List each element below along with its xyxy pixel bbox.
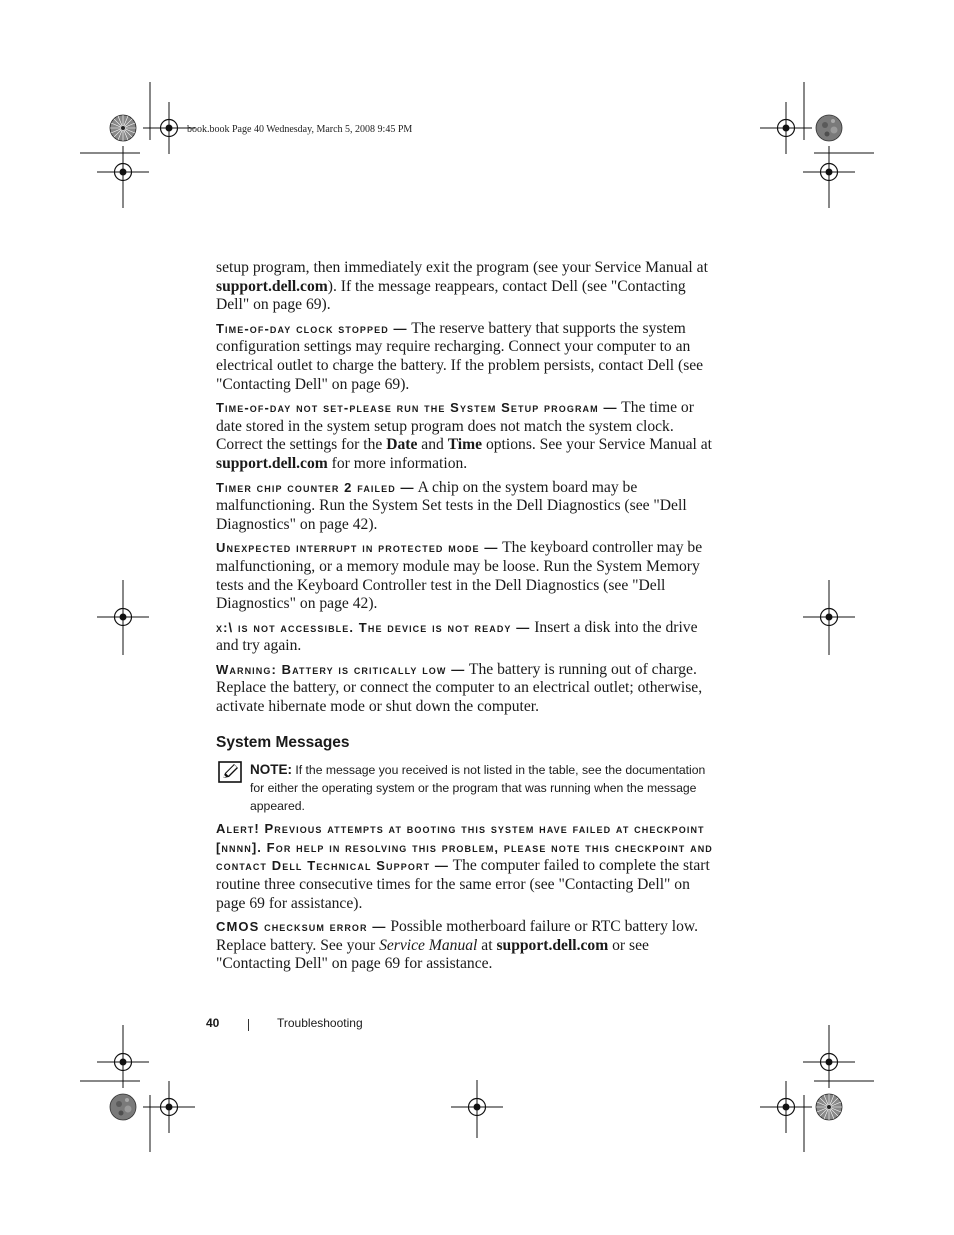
- note-block: [216, 761, 714, 815]
- support-link-text: support.dell.com: [496, 936, 609, 954]
- print-header-info: book.book Page 40 Wednesday, March 5, 2008 9:45 PM: [187, 124, 413, 135]
- message-cmos: [216, 918, 714, 974]
- note-text: If the message you received is not listed in the table, see the documentation for either the operating system or the program that was running when the message appeared.: [250, 763, 706, 814]
- footer-section-title: Troubleshooting: [277, 1016, 363, 1030]
- message-term: Alert! Previous attempts at booting this system have failed at checkpoint [nnnn]. For help in resolving this problem, please note this checkpoint and contact Dell Technical Support —: [216, 821, 713, 874]
- support-link-text: support.dell.com: [216, 277, 328, 295]
- footer-divider: [248, 1019, 249, 1031]
- page-number: 40: [206, 1016, 220, 1030]
- message-description: The reserve battery that supports the system configuration settings may require recharging. Connect your computer to an electrical outlet to charge the battery. If the problem persists, contact Dell (see "Contacting Dell" on page 69).: [216, 319, 704, 393]
- intro-paragraph: [216, 259, 714, 315]
- text-run: at: [477, 936, 497, 954]
- message-alert: [216, 820, 714, 913]
- message-description: The keyboard controller may be malfunctioning, or a memory module may be loose. Run the System Memory tests and the Keyboard Controller test in the Dell Diagnostics (see "Dell Diagnostics" on page 42).: [216, 539, 703, 613]
- message-term: Unexpected interrupt in protected mode —: [216, 540, 499, 556]
- note-pencil-icon: [218, 761, 242, 783]
- message-term: Time-of-day not set-please run the System Setup program —: [216, 400, 618, 416]
- message-description: The battery is running out of charge. Replace the battery, or connect the computer to an electrical outlet; otherwise, activate hibernate mode or shut down the computer.: [216, 660, 703, 716]
- text-run: or see "Contacting Dell" on page 69 for assistance.: [216, 936, 649, 973]
- message-description: The computer failed to complete the start routine three consecutive times for the same error (see "Contacting Dell" on page 69 for assistance).: [216, 857, 710, 912]
- page-body: [216, 259, 714, 979]
- message-battery-low: [216, 661, 714, 717]
- message-term: Timer chip counter 2 failed —: [216, 479, 415, 495]
- message-clock-stopped: [216, 320, 714, 394]
- text-run: for more information.: [327, 454, 468, 472]
- option-name: Date: [386, 436, 418, 454]
- message-timer-chip: [216, 479, 714, 535]
- message-term: CMOS checksum error —: [216, 919, 387, 935]
- message-term: Time-of-day clock stopped —: [216, 320, 408, 336]
- text-run: setup program, then immediately exit the program (see your Service Manual at: [216, 259, 708, 276]
- message-term: x:\ is not accessible. The device is not ready —: [216, 619, 531, 635]
- text-run: and: [417, 436, 448, 454]
- message-description: Insert a disk into the drive and try again.: [216, 618, 698, 655]
- text-run: options. See your Service Manual at: [482, 436, 713, 454]
- message-description: The time or date stored in the system setup program does not match the system clock. Correct the settings for the: [216, 399, 694, 454]
- text-run: ). If the message reappears, contact Dell (see "Contacting Dell" on page 69).: [216, 277, 686, 314]
- page-footer: [206, 1016, 363, 1030]
- message-clock-not-set: [216, 399, 714, 473]
- section-heading: System Messages: [216, 733, 350, 751]
- message-description: Possible motherboard failure or RTC battery low. Replace battery. See your: [216, 918, 699, 954]
- option-name: Time: [447, 436, 483, 454]
- message-not-accessible: [216, 619, 714, 656]
- manual-title: Service Manual: [379, 936, 478, 954]
- message-term: Warning: Battery is critically low —: [216, 661, 466, 677]
- note-label: NOTE:: [250, 762, 292, 778]
- message-unexpected-interrupt: [216, 539, 714, 613]
- message-description: A chip on the system board may be malfunctioning. Run the System Set tests in the Dell Diagnostics (see "Dell Diagnostics" on page 42).: [216, 478, 687, 533]
- support-link-text: support.dell.com: [216, 454, 328, 472]
